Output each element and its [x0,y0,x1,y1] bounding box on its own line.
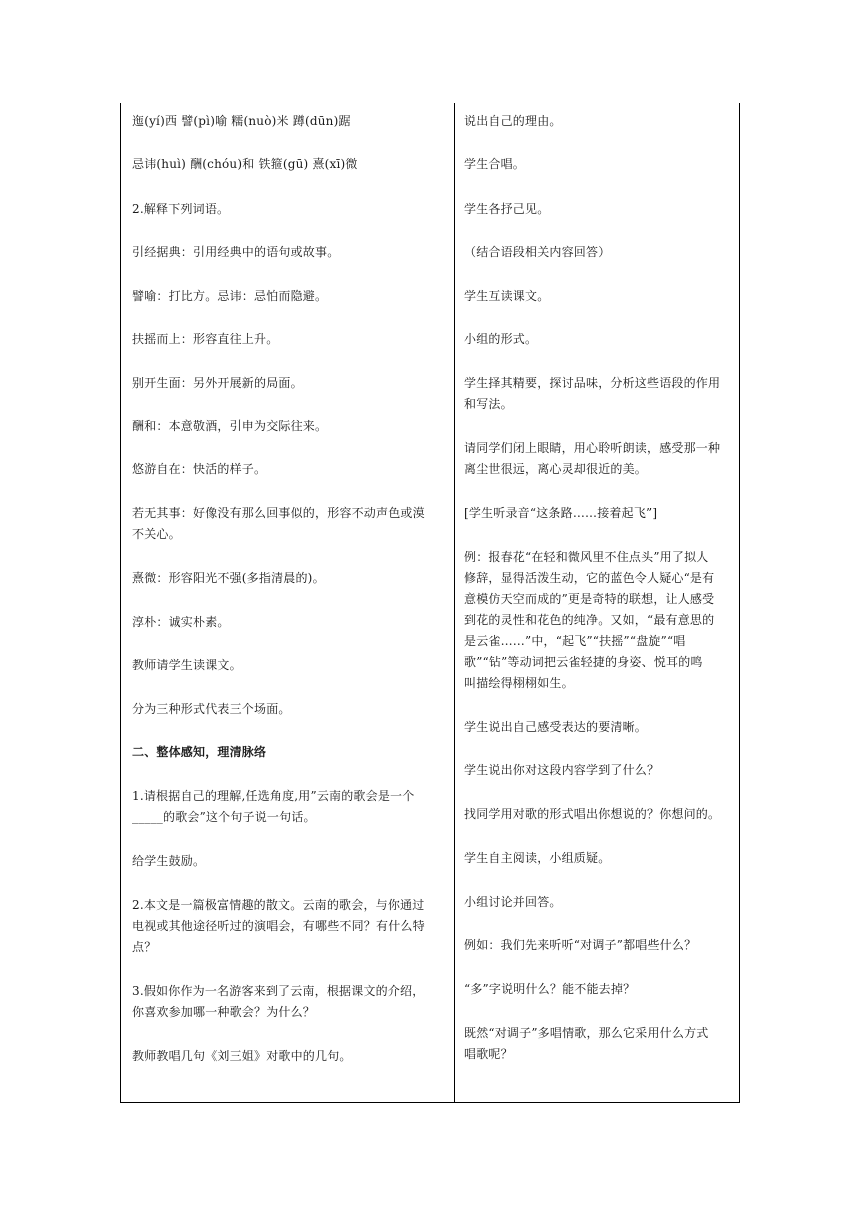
text-line: 分为三种形式代表三个场面。 [132,702,291,716]
text-line: 迤(yí)西 譬(pì)喻 糯(nuò)米 蹲(dūn)踞 [132,114,351,128]
text-line: 例如：我们先来听听“对调子”都唱些什么？ [464,938,697,952]
text-line: 学生合唱。 [464,157,526,171]
text-line: 学生择其精要，探讨品味，分析这些语段的作用 [464,376,721,390]
text-line: 二、整体感知，理清脉络 [132,745,267,759]
text-line: 学生各抒己见。 [464,202,550,216]
text-line: 2.解释下列词语。 [132,202,230,216]
text-line: （结合语段相关内容回答） [464,245,611,259]
text-line: “多”字说明什么？能不能去掉？ [464,982,636,996]
lesson-table [120,103,740,1103]
text-line: 若无其事：好像没有那么回事似的，形容不动声色或漠 [132,506,425,520]
text-line: 酬和：本意敬酒，引申为交际往来。 [132,419,328,433]
text-line: 悠游自在：快活的样子。 [132,462,267,476]
text-line: _____的歌会”这个句子说一句话。 [132,810,316,824]
text-line: 教师请学生读课文。 [132,658,242,672]
text-line: 修辞，显得活泼生动，它的蓝色令人疑心“是有 [464,571,715,585]
text-line: 学生互读课文。 [464,289,550,303]
text-line: 不关心。 [132,527,181,541]
text-line: 扶摇而上：形容直往上升。 [132,332,279,346]
column-divider [454,103,455,1102]
text-line: 学生说出你对这段内容学到了什么？ [464,763,660,777]
text-line: 是云雀……”中，“起飞”“扶摇”“盘旋”“唱 [464,634,686,648]
text-line: 到花的灵性和花色的纯净。又如，“最有意思的 [464,613,715,627]
text-line: 找同学用对歌的形式唱出你想说的？你想问的。 [464,807,721,821]
text-line: [学生听录音“这条路……接着起飞”] [464,506,658,520]
text-line: 熹微：形容阳光不强(多指清晨的)。 [132,571,325,585]
text-line: 叫描绘得栩栩如生。 [464,676,574,690]
text-line: 引经据典：引用经典中的语句或故事。 [132,245,340,259]
text-line: 学生自主阅读，小组质疑。 [464,851,611,865]
text-line: 1.请根据自己的理解,任选角度,用”云南的歌会是一个 [132,789,415,803]
text-line: 2.本文是一篇极富情趣的散文。云南的歌会，与你通过 [132,898,425,912]
text-line: 譬喻：打比方。忌讳：忌怕而隐避。 [132,289,328,303]
text-line: 你喜欢参加哪一种歌会？为什么？ [132,1005,316,1019]
text-line: 歌”“钻”等动词把云雀轻捷的身姿、悦耳的鸣 [464,655,703,669]
text-line: 给学生鼓励。 [132,854,206,868]
text-line: 淳朴：诚实朴素。 [132,615,230,629]
text-line: 别开生面：另外开展新的局面。 [132,376,303,390]
text-line: 忌讳(huì) 酬(chóu)和 铁箍(gū) 熹(xī)微 [132,157,358,171]
text-line: 例：报春花“在轻和微风里不住点头”用了拟人 [464,550,709,564]
text-line: 点？ [132,940,157,954]
text-line: 电视或其他途径听过的演唱会，有哪些不同？有什么特 [132,919,425,933]
text-line: 唱歌呢？ [464,1047,513,1061]
text-line: 意模仿天空而成的”更是奇特的联想，让人感受 [464,592,715,606]
text-line: 小组的形式。 [464,332,538,346]
text-line: 既然“对调子”多唱情歌，那么它采用什么方式 [464,1026,709,1040]
text-line: 3.假如你作为一名游客来到了云南，根据课文的介绍， [132,984,425,998]
text-line: 小组讨论并回答。 [464,895,562,909]
text-line: 教师教唱几句《刘三姐》对歌中的几句。 [132,1049,352,1063]
text-line: 说出自己的理由。 [464,114,562,128]
text-line: 和写法。 [464,397,513,411]
text-line: 请同学们闭上眼睛，用心聆听朗读，感受那一种 [464,441,721,455]
text-line: 离尘世很远，离心灵却很近的美。 [464,462,648,476]
text-line: 学生说出自己感受表达的要清晰。 [464,720,648,734]
